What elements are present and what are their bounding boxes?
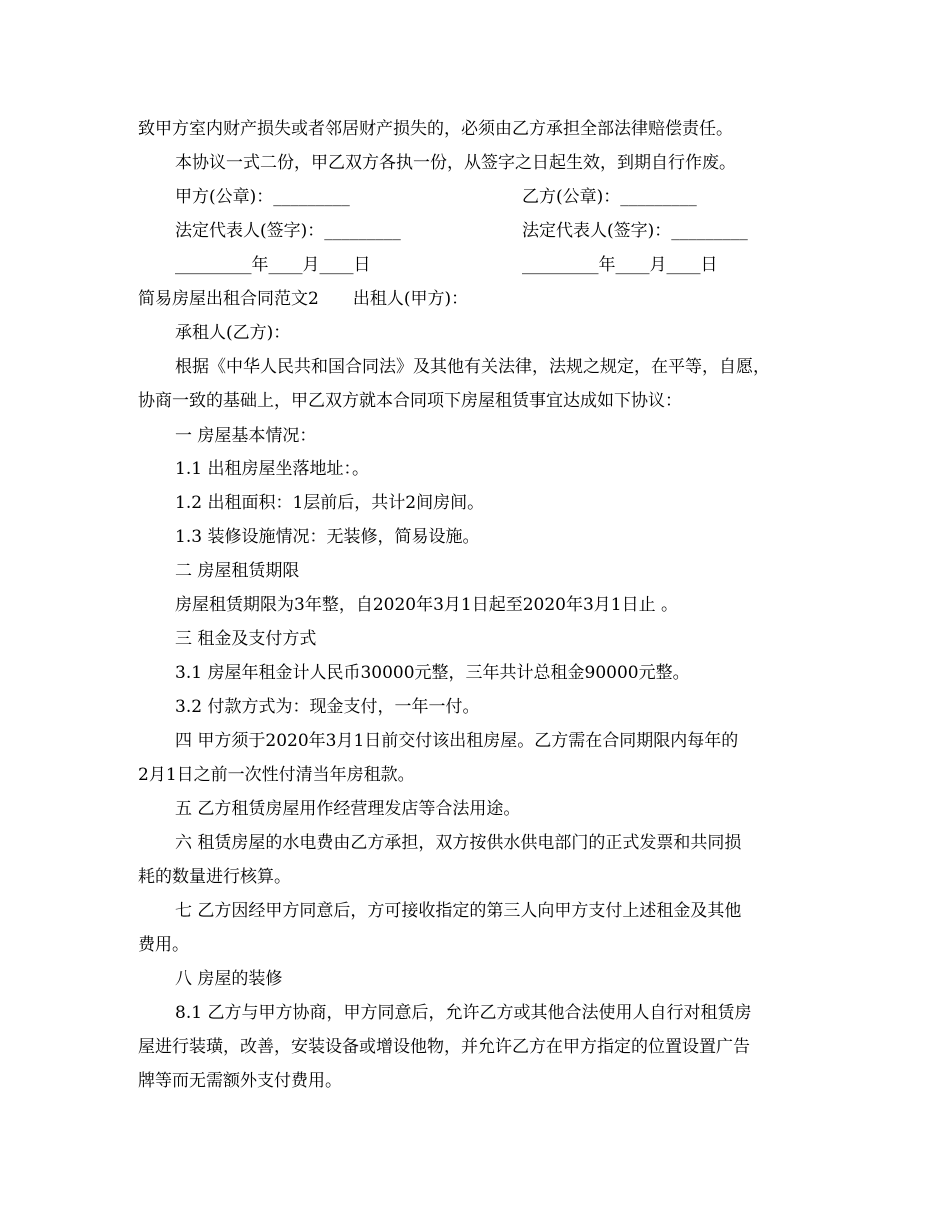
party-b-representative: 法定代表人(签字)：_________ — [522, 221, 748, 241]
clause-line: 3.1 房屋年租金计人民币30000元整，三年共计总租金90000元整。 — [175, 663, 690, 683]
section-title: 一 房屋基本情况： — [175, 426, 317, 446]
clause-line: 1.3 装修设施情况：无装修，简易设施。 — [175, 527, 480, 547]
section-title: 二 房屋租赁期限 — [175, 561, 300, 581]
intro-line: 根据《中华人民共和国合同法》及其他有关法律，法规之规定，在平等，自愿， — [175, 357, 770, 377]
clause-line: 房屋租赁期限为3年整，自2020年3月1日起至2020年3月1日止 。 — [175, 595, 679, 615]
intro-line: 协商一致的基础上，甲乙双方就本合同项下房屋租赁事宜达成如下协议： — [138, 391, 682, 411]
clause-line: 3.2 付款方式为：现金支付，一年一付。 — [175, 697, 480, 717]
clause-line: 2月1日之前一次性付清当年房租款。 — [138, 765, 415, 785]
tenant-line: 承租人(乙方)： — [175, 323, 291, 343]
clause-line: 牌等而无需额外支付费用。 — [138, 1071, 342, 1091]
paragraph-line: 致甲方室内财产损失或者邻居财产损失的，必须由乙方承担全部法律赔偿责任。 — [138, 119, 733, 139]
clause-line: 8.1 乙方与甲方协商，甲方同意后，允许乙方或其他合法使用人自行对租赁房 — [175, 1003, 752, 1023]
clause-line: 费用。 — [138, 935, 189, 955]
contract-heading: 简易房屋出租合同范文2 出租人(甲方)： — [138, 289, 469, 309]
party-a-seal: 甲方(公章)：_________ — [175, 187, 350, 207]
clause-line: 四 甲方须于2020年3月1日前交付该出租房屋。乙方需在合同期限内每年的 — [175, 731, 739, 751]
paragraph-line: 本协议一式二份，甲乙双方各执一份，从签字之日起生效，到期自行作废。 — [175, 153, 736, 173]
clause-line: 1.1 出租房屋坐落地址：。 — [175, 459, 369, 479]
party-a-representative: 法定代表人(签字)：_________ — [175, 221, 401, 241]
clause-line: 耗的数量进行核算。 — [138, 867, 291, 887]
clause-line: 七 乙方因经甲方同意后，方可接收指定的第三人向甲方支付上述租金及其他 — [175, 901, 742, 921]
party-b-seal: 乙方(公章)：_________ — [522, 187, 697, 207]
clause-line: 1.2 出租面积：1层前后，共计2间房间。 — [175, 493, 485, 513]
party-a-date: _________年____月____日 — [175, 255, 371, 275]
clause-line: 五 乙方租赁房屋用作经营理发店等合法用途。 — [175, 799, 521, 819]
party-b-date: _________年____月____日 — [522, 255, 718, 275]
section-title: 三 租金及支付方式 — [175, 629, 317, 649]
clause-line: 六 租赁房屋的水电费由乙方承担，双方按供水供电部门的正式发票和共同损 — [175, 833, 742, 853]
section-title: 八 房屋的装修 — [175, 969, 283, 989]
clause-line: 屋进行装璜，改善，安装设备或增设他物，并允许乙方在甲方指定的位置设置广告 — [138, 1037, 750, 1057]
